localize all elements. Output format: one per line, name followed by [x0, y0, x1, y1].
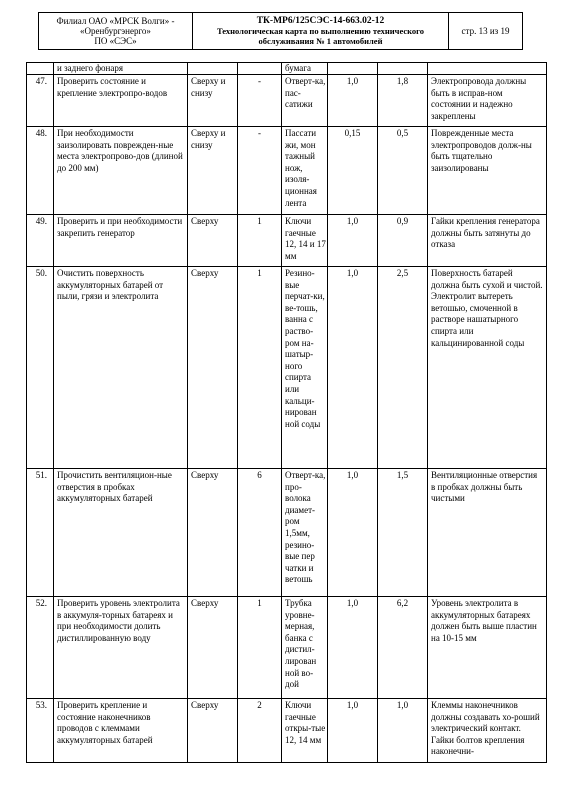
persons-cell: 1,0 — [328, 469, 378, 597]
time-cell: 1,0 — [378, 699, 428, 763]
persons-cell: 0,15 — [328, 127, 378, 215]
tool-cell: Отверт-ка, про-волока диамет-ром 1,5мм, резино-вые пер чатки и ветошь — [282, 469, 328, 597]
operation-cell: Проверить крепление и состояние наконечников проводов с клеммами аккумуляторных батарей — [54, 699, 188, 763]
table-row — [27, 75, 547, 127]
persons-cell: 1,0 — [328, 267, 378, 469]
time-cell: 0,9 — [378, 215, 428, 267]
requirement-cell: Поверхность батарей должна быть сухой и чистой. Электролит вытереть ветошью, смоченной в растворе нашатырного спирта или кальцинированной соды — [428, 267, 547, 469]
quantity-cell: 6 — [238, 469, 282, 597]
quantity-cell: 2 — [238, 699, 282, 763]
table-row — [27, 215, 547, 267]
time-cell: 6,2 — [378, 597, 428, 699]
requirement-cell: Гайки крепления генератора должны быть затянуты до отказа — [428, 215, 547, 267]
org-line-2: «Оренбургэнерго» — [80, 26, 151, 36]
table-row — [27, 267, 547, 469]
operation-cell: и заднего фонаря — [54, 63, 188, 75]
document-subtitle-line-1: Технологическая карта по выполнению технического — [216, 26, 425, 36]
requirement-cell: Электропровода должны быть в исправ-ном состоянии и надежно закреплены — [428, 75, 547, 127]
time-cell: 1,8 — [378, 75, 428, 127]
quantity-cell: - — [238, 127, 282, 215]
document-header — [38, 12, 523, 50]
document-code: ТК-МР6/125СЭС-14-663.02-12 — [256, 16, 385, 26]
operation-cell: Проверить и при необходимости закрепить генератор — [54, 215, 188, 267]
persons-cell: 1,0 — [328, 215, 378, 267]
row-number-cell: 53. — [27, 699, 54, 763]
row-number-cell: 50. — [27, 267, 54, 469]
requirement-cell: Поврежденные места электропроводов долж-ны быть тщательно заизолированы — [428, 127, 547, 215]
operation-cell: При необходимости заизолировать поврежден-ные места электропрово-дов (длиной до 200 мм) — [54, 127, 188, 215]
quantity-cell: 1 — [238, 267, 282, 469]
time-cell: 1,5 — [378, 469, 428, 597]
quantity-cell: 1 — [238, 597, 282, 699]
position-cell: Сверху — [188, 597, 238, 699]
operations-table — [26, 62, 547, 763]
operation-cell: Прочистить вентиляцион-ные отверстия в пробках аккумуляторных батарей — [54, 469, 188, 597]
position-cell: Сверху — [188, 267, 238, 469]
tool-cell: Ключи гаечные откры-тые 12, 14 мм — [282, 699, 328, 763]
organization-cell — [39, 13, 193, 50]
page-number: стр. 13 из 19 — [449, 13, 523, 50]
document-subtitle-line-2: обслуживания № 1 автомобилей — [258, 36, 383, 46]
table-row — [27, 127, 547, 215]
row-number-cell: 48. — [27, 127, 54, 215]
operation-cell: Очистить поверхность аккумуляторных батарей от пыли, грязи и электролита — [54, 267, 188, 469]
requirement-cell: Клеммы наконечников должны создавать хо-роший электрический контакт. Гайки болтов крепления наконечни- — [428, 699, 547, 763]
row-number-cell: 51. — [27, 469, 54, 597]
persons-cell: 1,0 — [328, 699, 378, 763]
row-number-cell: 47. — [27, 75, 54, 127]
requirement-cell: Вентиляционные отверстия в пробках должны быть чистыми — [428, 469, 547, 597]
org-line-3: ПО «СЭС» — [94, 36, 137, 46]
table-row — [27, 699, 547, 763]
tool-cell: Пассати жи, мон тажный нож, изоля-ционная лента — [282, 127, 328, 215]
position-cell: Сверху — [188, 469, 238, 597]
persons-cell: 1,0 — [328, 597, 378, 699]
table-row — [27, 597, 547, 699]
document-title-cell — [193, 13, 449, 50]
table-row-continued — [27, 63, 547, 75]
time-cell: 0,5 — [378, 127, 428, 215]
position-cell: Сверху — [188, 215, 238, 267]
operation-cell: Проверить уровень электролита в аккумуля-торных батареях и при необходимости долить дистиллированную воду — [54, 597, 188, 699]
tool-cell: Отверт-ка, пас-сатижи — [282, 75, 328, 127]
table-row — [27, 469, 547, 597]
position-cell: Сверху — [188, 699, 238, 763]
org-line-1: Филиал ОАО «МРСК Волги» - — [56, 16, 175, 26]
tool-cell: Резино-вые перчат-ки, ве-тошь, ванна с раство-ром на-шатыр-ного спирта или кальци-нирован ной соды — [282, 267, 328, 469]
tool-cell: бумага — [282, 63, 328, 75]
operation-cell: Проверить состояние и крепление электропро-водов — [54, 75, 188, 127]
position-cell: Сверху и снизу — [188, 127, 238, 215]
persons-cell: 1,0 — [328, 75, 378, 127]
quantity-cell: 1 — [238, 215, 282, 267]
tool-cell: Трубка уровне-мерная, банка с дистил-лирован ной во-дой — [282, 597, 328, 699]
row-number-cell: 49. — [27, 215, 54, 267]
position-cell: Сверху и снизу — [188, 75, 238, 127]
tool-cell: Ключи гаечные 12, 14 и 17 мм — [282, 215, 328, 267]
row-number-cell: 52. — [27, 597, 54, 699]
requirement-cell: Уровень электролита в аккумуляторных батареях должен быть выше пластин на 10-15 мм — [428, 597, 547, 699]
quantity-cell: - — [238, 75, 282, 127]
time-cell: 2,5 — [378, 267, 428, 469]
